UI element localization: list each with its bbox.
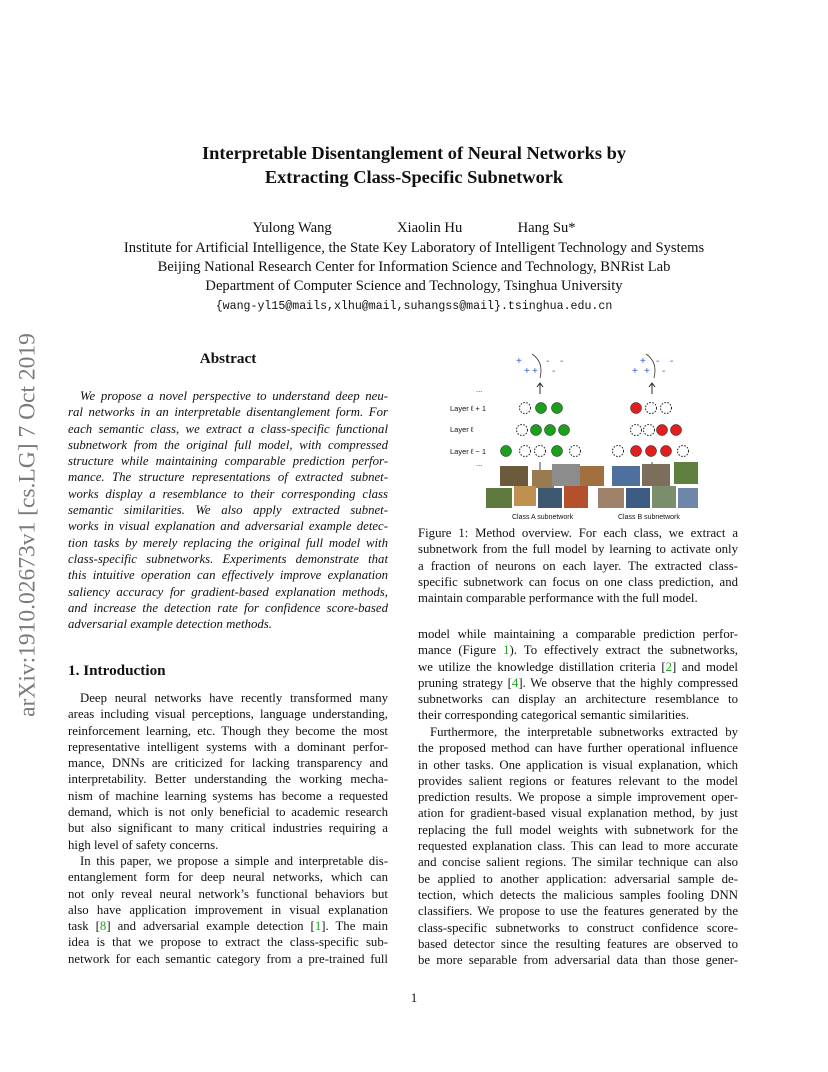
caption-line: Figure 1: Method overview. For each class, we extract a xyxy=(418,526,738,540)
svg-text:-: - xyxy=(656,356,660,367)
text-line: be more separable from adversarial data than those gener- xyxy=(418,953,738,968)
abstract-line: this intuitive operation can effectively improve explanation xyxy=(68,568,388,583)
figure-dots-bottom: ... xyxy=(476,459,483,468)
text-line: tection, which detects the malicious samples fooling DNN xyxy=(418,887,738,902)
text-line: class-specific subnetworks to construct confidence score- xyxy=(418,920,738,935)
abstract-line: structure while maintaining comparable prediction perfor- xyxy=(68,454,388,469)
abstract-line: ral networks in an interpretable disentanglement form. For xyxy=(68,405,388,420)
output-plus-minus-b xyxy=(632,354,673,378)
abstract-line: adversarial example detection methods. xyxy=(68,617,272,632)
text-line: In this paper, we propose a simple and interpretable dis- xyxy=(80,854,388,868)
text-line: be applied to another application: adversarial sample de- xyxy=(418,871,738,886)
text-line: pruning strategy [4]. We observe that the highly compressed xyxy=(418,675,738,690)
text-line: we utilize the knowledge distillation criteria [2] and model xyxy=(418,659,738,674)
figure-1-caption xyxy=(418,525,738,606)
figure-dots-top: ... xyxy=(476,385,483,394)
affiliation-1: Institute for Artificial Intelligence, the State Key Laboratory of Intelligent Technology and Systems xyxy=(123,240,705,256)
text-line: replacing the full model weights with subnetwork for the xyxy=(418,822,738,837)
text-line: task [8] and adversarial example detection [1]. The main xyxy=(68,919,388,934)
svg-text:+: + xyxy=(632,366,638,377)
text-line: ation for gradient-based visual explanation method, by just xyxy=(418,806,738,821)
affiliation-2: Beijing National Research Center for Information Science and Technology, BNRist Lab xyxy=(157,259,671,275)
text-line: nism of machine learning systems has become a requested xyxy=(68,788,388,803)
svg-text:-: - xyxy=(560,356,564,367)
arxiv-stamp-text: arXiv:1910.02673v1 [cs.LG] 7 Oct 2019 xyxy=(14,333,41,717)
svg-text:+: + xyxy=(640,356,646,367)
abstract-line: class-specific subnetworks. Experiments demonstrate that xyxy=(68,551,388,566)
paper-title-line-1: Interpretable Disentanglement of Neural Networks by xyxy=(201,143,627,163)
svg-text:-: - xyxy=(546,356,550,367)
page-number: 1 xyxy=(410,990,418,1005)
introduction-paragraph-1 xyxy=(68,690,388,853)
text-line: idea is that we propose to extract the class-specific sub- xyxy=(68,935,388,950)
method-overview-figure xyxy=(440,352,698,524)
author-emails: {wang-yl15@mails,xlhu@mail,suhangss@mail}.tsinghua.edu.cn xyxy=(215,300,613,313)
svg-text:-: - xyxy=(662,366,666,377)
svg-text:+: + xyxy=(516,356,522,367)
caption-line: a fraction of neurons on each layer. The extracted class- xyxy=(418,558,738,573)
text-line: requested explanation class. This can lead to more accurate xyxy=(418,839,738,854)
svg-text:-: - xyxy=(552,366,556,377)
abstract-line: semantic similarities. We also apply extracted subnet- xyxy=(68,503,388,518)
text-line: mance, DNNs are criticized for lacking transparency and xyxy=(68,756,388,771)
introduction-paragraph-2 xyxy=(68,853,388,967)
text-line: prediction results. We propose a simple improvement oper- xyxy=(418,790,738,805)
abstract-text xyxy=(68,388,388,632)
class-a-image-thumbnails xyxy=(486,464,604,508)
abstract-line: works display a resemblance to their corresponding class xyxy=(68,486,388,501)
text-line: but also significant to many critical industries requiring a xyxy=(68,821,388,836)
text-line: entanglement form for deep neural networks, which can xyxy=(68,870,388,885)
text-line: reinforcement learning, etc. Though they become the most xyxy=(68,723,388,738)
text-line: also have application improvement in visual explanation xyxy=(68,902,388,917)
author-1: Yulong Wang xyxy=(252,220,332,236)
text-line: model while maintaining a comparable prediction perfor- xyxy=(418,627,738,641)
svg-text:-: - xyxy=(670,356,674,367)
abstract-line: We propose a novel perspective to understand deep neu- xyxy=(80,389,388,403)
text-line: not only reveal neural network’s functional behaviors but xyxy=(68,886,388,901)
text-line: demand, which is not only beneficial to academic research xyxy=(68,805,388,820)
caption-line: specific subnetwork can focus on one class prediction, and xyxy=(418,574,738,589)
text-line: and concise salient regions. The similar technique can also xyxy=(418,855,738,870)
text-line: subnetworks can display an architecture resemblance to xyxy=(418,692,738,707)
author-2: Xiaolin Hu xyxy=(396,220,463,236)
layer-label-mid: Layer ℓ xyxy=(450,425,474,434)
class-b-neurons xyxy=(613,403,689,457)
caption-line: maintain comparable performance with the full model. xyxy=(418,591,698,606)
layer-label-bot: Layer ℓ − 1 xyxy=(450,447,486,456)
layer-label-top: Layer ℓ + 1 xyxy=(450,404,486,413)
text-line: areas including visual perceptions, language understanding, xyxy=(68,707,388,722)
abstract-line: and increase the detection rate for confidence score-based xyxy=(68,600,388,615)
abstract-heading: Abstract xyxy=(199,350,257,367)
caption-line: subnetwork from the full model by learning to activate only xyxy=(418,542,738,557)
abstract-line: mance. The structure representations of extracted subnet- xyxy=(68,470,388,485)
abstract-line: tion tasks by merely replacing the original full model with xyxy=(68,535,388,550)
text-line: provides salient regions or features relevant to the model xyxy=(418,773,738,788)
output-plus-minus-a xyxy=(516,354,563,378)
text-line: representative intelligent systems with a dominant perfor- xyxy=(68,739,388,754)
affiliation-3: Department of Computer Science and Technology, Tsinghua University xyxy=(205,278,623,294)
class-b-image-thumbnails xyxy=(598,462,698,508)
text-line: the proposed method can have further operational influence xyxy=(418,741,738,756)
class-b-label: Class B subnetwork xyxy=(618,514,680,521)
right-paragraph-1 xyxy=(418,626,738,724)
text-line: high level of safety concerns. xyxy=(68,837,219,852)
introduction-heading: 1. Introduction xyxy=(68,662,166,679)
arxiv-side-stamp xyxy=(4,296,52,754)
svg-text:+: + xyxy=(644,366,650,377)
text-line: Furthermore, the interpretable subnetworks extracted by xyxy=(430,725,738,739)
abstract-line: subnetwork from the original full model, with compressed xyxy=(68,437,388,452)
author-list xyxy=(0,220,828,237)
text-line: interpretability. Better understanding the working mecha- xyxy=(68,772,388,787)
class-a-neurons xyxy=(501,403,581,457)
text-line: their corresponding categorical semantic similarities. xyxy=(418,708,690,723)
author-3: Hang Su* xyxy=(517,220,576,236)
paper-title-line-2: Extracting Class-Specific Subnetwork xyxy=(264,167,564,187)
text-line: classifiers. We propose to use the features generated by the xyxy=(418,904,738,919)
text-line: Deep neural networks have recently transformed many xyxy=(80,691,388,705)
abstract-line: works in visual explanation and adversarial example detec- xyxy=(68,519,388,534)
abstract-line: saliency accuracy for gradient-based explanation methods, xyxy=(68,584,388,599)
right-paragraph-2 xyxy=(418,724,738,968)
svg-text:+: + xyxy=(524,366,530,377)
text-line: in other tasks. One application is visual explanation, which xyxy=(418,757,738,772)
class-a-label: Class A subnetwork xyxy=(512,514,574,521)
text-line: mance (Figure 1). To effectively extract the subnetworks, xyxy=(418,643,739,658)
svg-text:+: + xyxy=(532,366,538,377)
text-line: network for each semantic category from a pre-trained full xyxy=(68,951,388,966)
abstract-line: each semantic class, we extract a class-specific functional xyxy=(68,421,388,436)
text-line: based detector since the resulting features are observed to xyxy=(418,936,738,951)
